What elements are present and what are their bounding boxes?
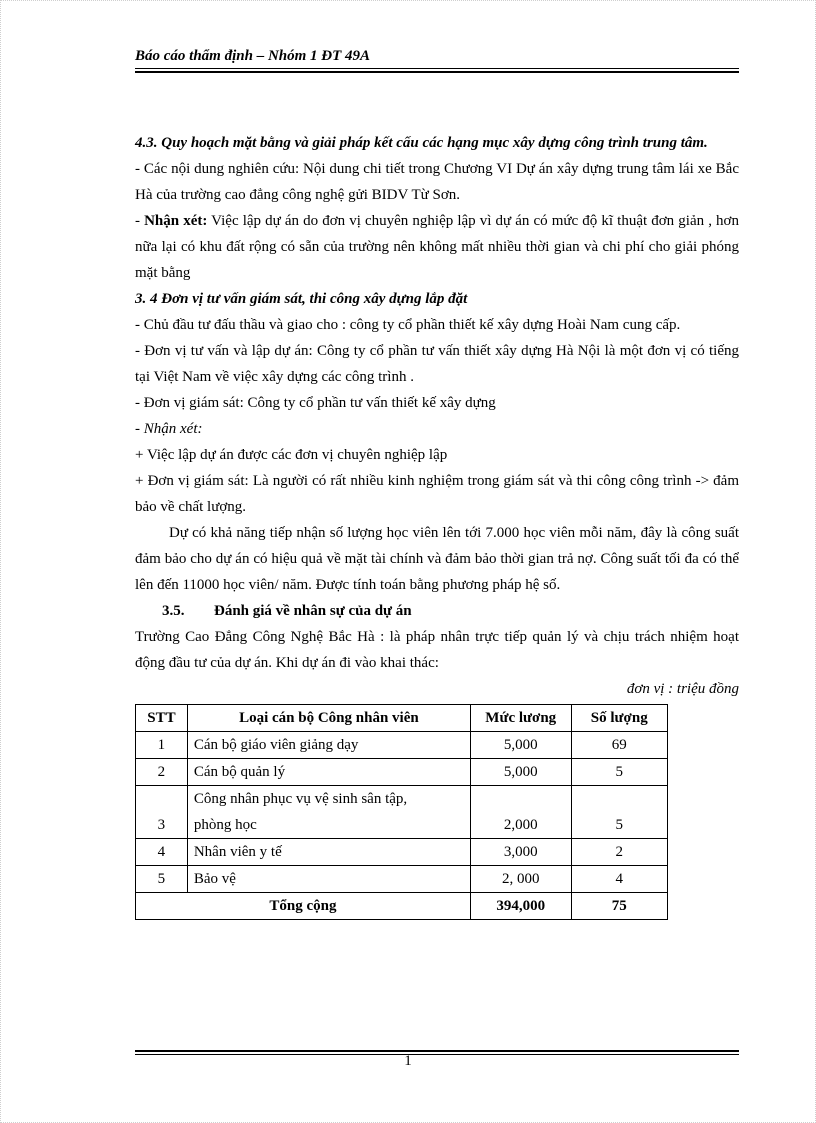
cell-name: Bảo vệ xyxy=(187,866,470,893)
cell-name: Nhân viên y tế xyxy=(187,839,470,866)
cell-salary: 2,000 xyxy=(470,786,571,839)
cell-name-line-1: Công nhân phục vụ vệ sinh sân tập, xyxy=(193,791,408,807)
section-4-3-research: - Các nội dung nghiên cứu: Nội dung chi tiết trong Chương VI Dự án xây dựng trung tâm lái xe Bắc Hà của trường cao đẳng công nghệ gửi BIDV Từ Sơn. xyxy=(135,161,739,203)
bullet-dash: - xyxy=(135,421,144,437)
table-header-row xyxy=(136,705,668,732)
section-3-4-investor: - Chủ đầu tư đấu thầu và giao cho : công ty cổ phần thiết kế xây dựng Hoài Nam cung cấp. xyxy=(135,317,681,333)
total-label: Tổng cộng xyxy=(136,893,471,920)
section-3-4-consultant: - Đơn vị tư vấn và lập dự án: Công ty cổ phần tư vấn thiết xây dựng Hà Nội là một đơn vị có tiếng tại Việt Nam về việc xây dựng các công trình . xyxy=(135,343,739,385)
section-3-5-heading xyxy=(135,598,739,624)
total-quantity: 75 xyxy=(571,893,667,920)
cell-name xyxy=(187,786,470,839)
table-row xyxy=(136,866,668,893)
comment-text: Việc lập dự án do đơn vị chuyên nghiệp lập vì dự án có mức độ kĩ thuật đơn giản , hơn nữa lại có khu đất rộng có sẵn của trường nên không mất nhiều thời gian và chi phí cho giải phóng mặt bằng xyxy=(135,213,739,281)
section-3-5-title: Đánh giá về nhân sự của dự án xyxy=(214,603,412,619)
table-row xyxy=(136,732,668,759)
cell-stt: 5 xyxy=(136,866,188,893)
bullet-dash: - xyxy=(135,213,145,229)
staff-table xyxy=(135,704,668,920)
section-3-4-supervisor: - Đơn vị giám sát: Công ty cổ phần tư vấn thiết kế xây dựng xyxy=(135,395,496,411)
cell-name: Cán bộ giáo viên giảng dạy xyxy=(187,732,470,759)
section-3-4-point-2: + Đơn vị giám sát: Là người có rất nhiều kinh nghiệm trong giám sát và thi công công trình -> đảm bảo về chất lượng. xyxy=(135,473,739,515)
cell-stt: 1 xyxy=(136,732,188,759)
table-total-row xyxy=(136,893,668,920)
cell-stt: 4 xyxy=(136,839,188,866)
cell-stt: 3 xyxy=(136,786,188,839)
section-3-4-heading: 3. 4 Đơn vị tư vấn giám sát, thi công xây dựng lắp đặt xyxy=(135,291,468,307)
table-header-quantity: Số lượng xyxy=(571,705,667,732)
capacity-paragraph: Dự có khả năng tiếp nhận số lượng học viên lên tới 7.000 học viên mỗi năm, đây là công suất đảm bảo cho dự án có hiệu quả về mặt tài chính và đảm bảo thời gian trả nợ. Công suất tối đa có thể lên đến 11000 học viên/ năm. Được tính toán bằng phương pháp hệ số. xyxy=(135,525,739,593)
cell-quantity: 2 xyxy=(571,839,667,866)
document-body xyxy=(135,130,739,920)
unit-note: đơn vị : triệu đồng xyxy=(626,681,739,697)
cell-quantity: 5 xyxy=(571,786,667,839)
total-salary: 394,000 xyxy=(470,893,571,920)
cell-salary: 3,000 xyxy=(470,839,571,866)
cell-salary: 5,000 xyxy=(470,759,571,786)
table-row xyxy=(136,786,668,839)
section-3-4-comment xyxy=(135,416,739,442)
header-rule-bottom xyxy=(135,71,739,73)
table-header-salary: Mức lương xyxy=(470,705,571,732)
cell-name: Cán bộ quản lý xyxy=(187,759,470,786)
table-header-type: Loại cán bộ Công nhân viên xyxy=(187,705,470,732)
cell-quantity: 69 xyxy=(571,732,667,759)
section-4-3-comment xyxy=(135,208,739,286)
header-title: Báo cáo thẩm định – Nhóm 1 ĐT 49A xyxy=(135,48,371,64)
cell-quantity: 4 xyxy=(571,866,667,893)
comment-label: Nhận xét: xyxy=(143,421,203,437)
section-3-5-intro: Trường Cao Đẳng Công Nghệ Bắc Hà : là pháp nhân trực tiếp quản lý và chịu trách nhiệm hoạt động đầu tư của dự án. Khi dự án đi vào khai thác: xyxy=(135,629,739,671)
section-3-4-point-1: + Việc lập dự án được các đơn vị chuyên nghiệp lập xyxy=(135,447,448,463)
section-3-5-number: 3.5. xyxy=(162,603,185,619)
cell-quantity: 5 xyxy=(571,759,667,786)
comment-label: Nhận xét: xyxy=(144,213,208,229)
table-header-stt: STT xyxy=(136,705,188,732)
table-row xyxy=(136,759,668,786)
header-rule-top xyxy=(135,68,739,69)
table-row xyxy=(136,839,668,866)
cell-name-line-2: phòng học xyxy=(193,817,257,833)
page-number: 1 xyxy=(404,1053,412,1069)
section-4-3-heading: 4.3. Quy hoạch mặt bằng và giải pháp kết cấu các hạng mục xây dựng công trình trung tâm. xyxy=(135,135,708,151)
cell-salary: 2, 000 xyxy=(470,866,571,893)
cell-salary: 5,000 xyxy=(470,732,571,759)
cell-stt: 2 xyxy=(136,759,188,786)
footer-rule-top xyxy=(135,1050,739,1052)
